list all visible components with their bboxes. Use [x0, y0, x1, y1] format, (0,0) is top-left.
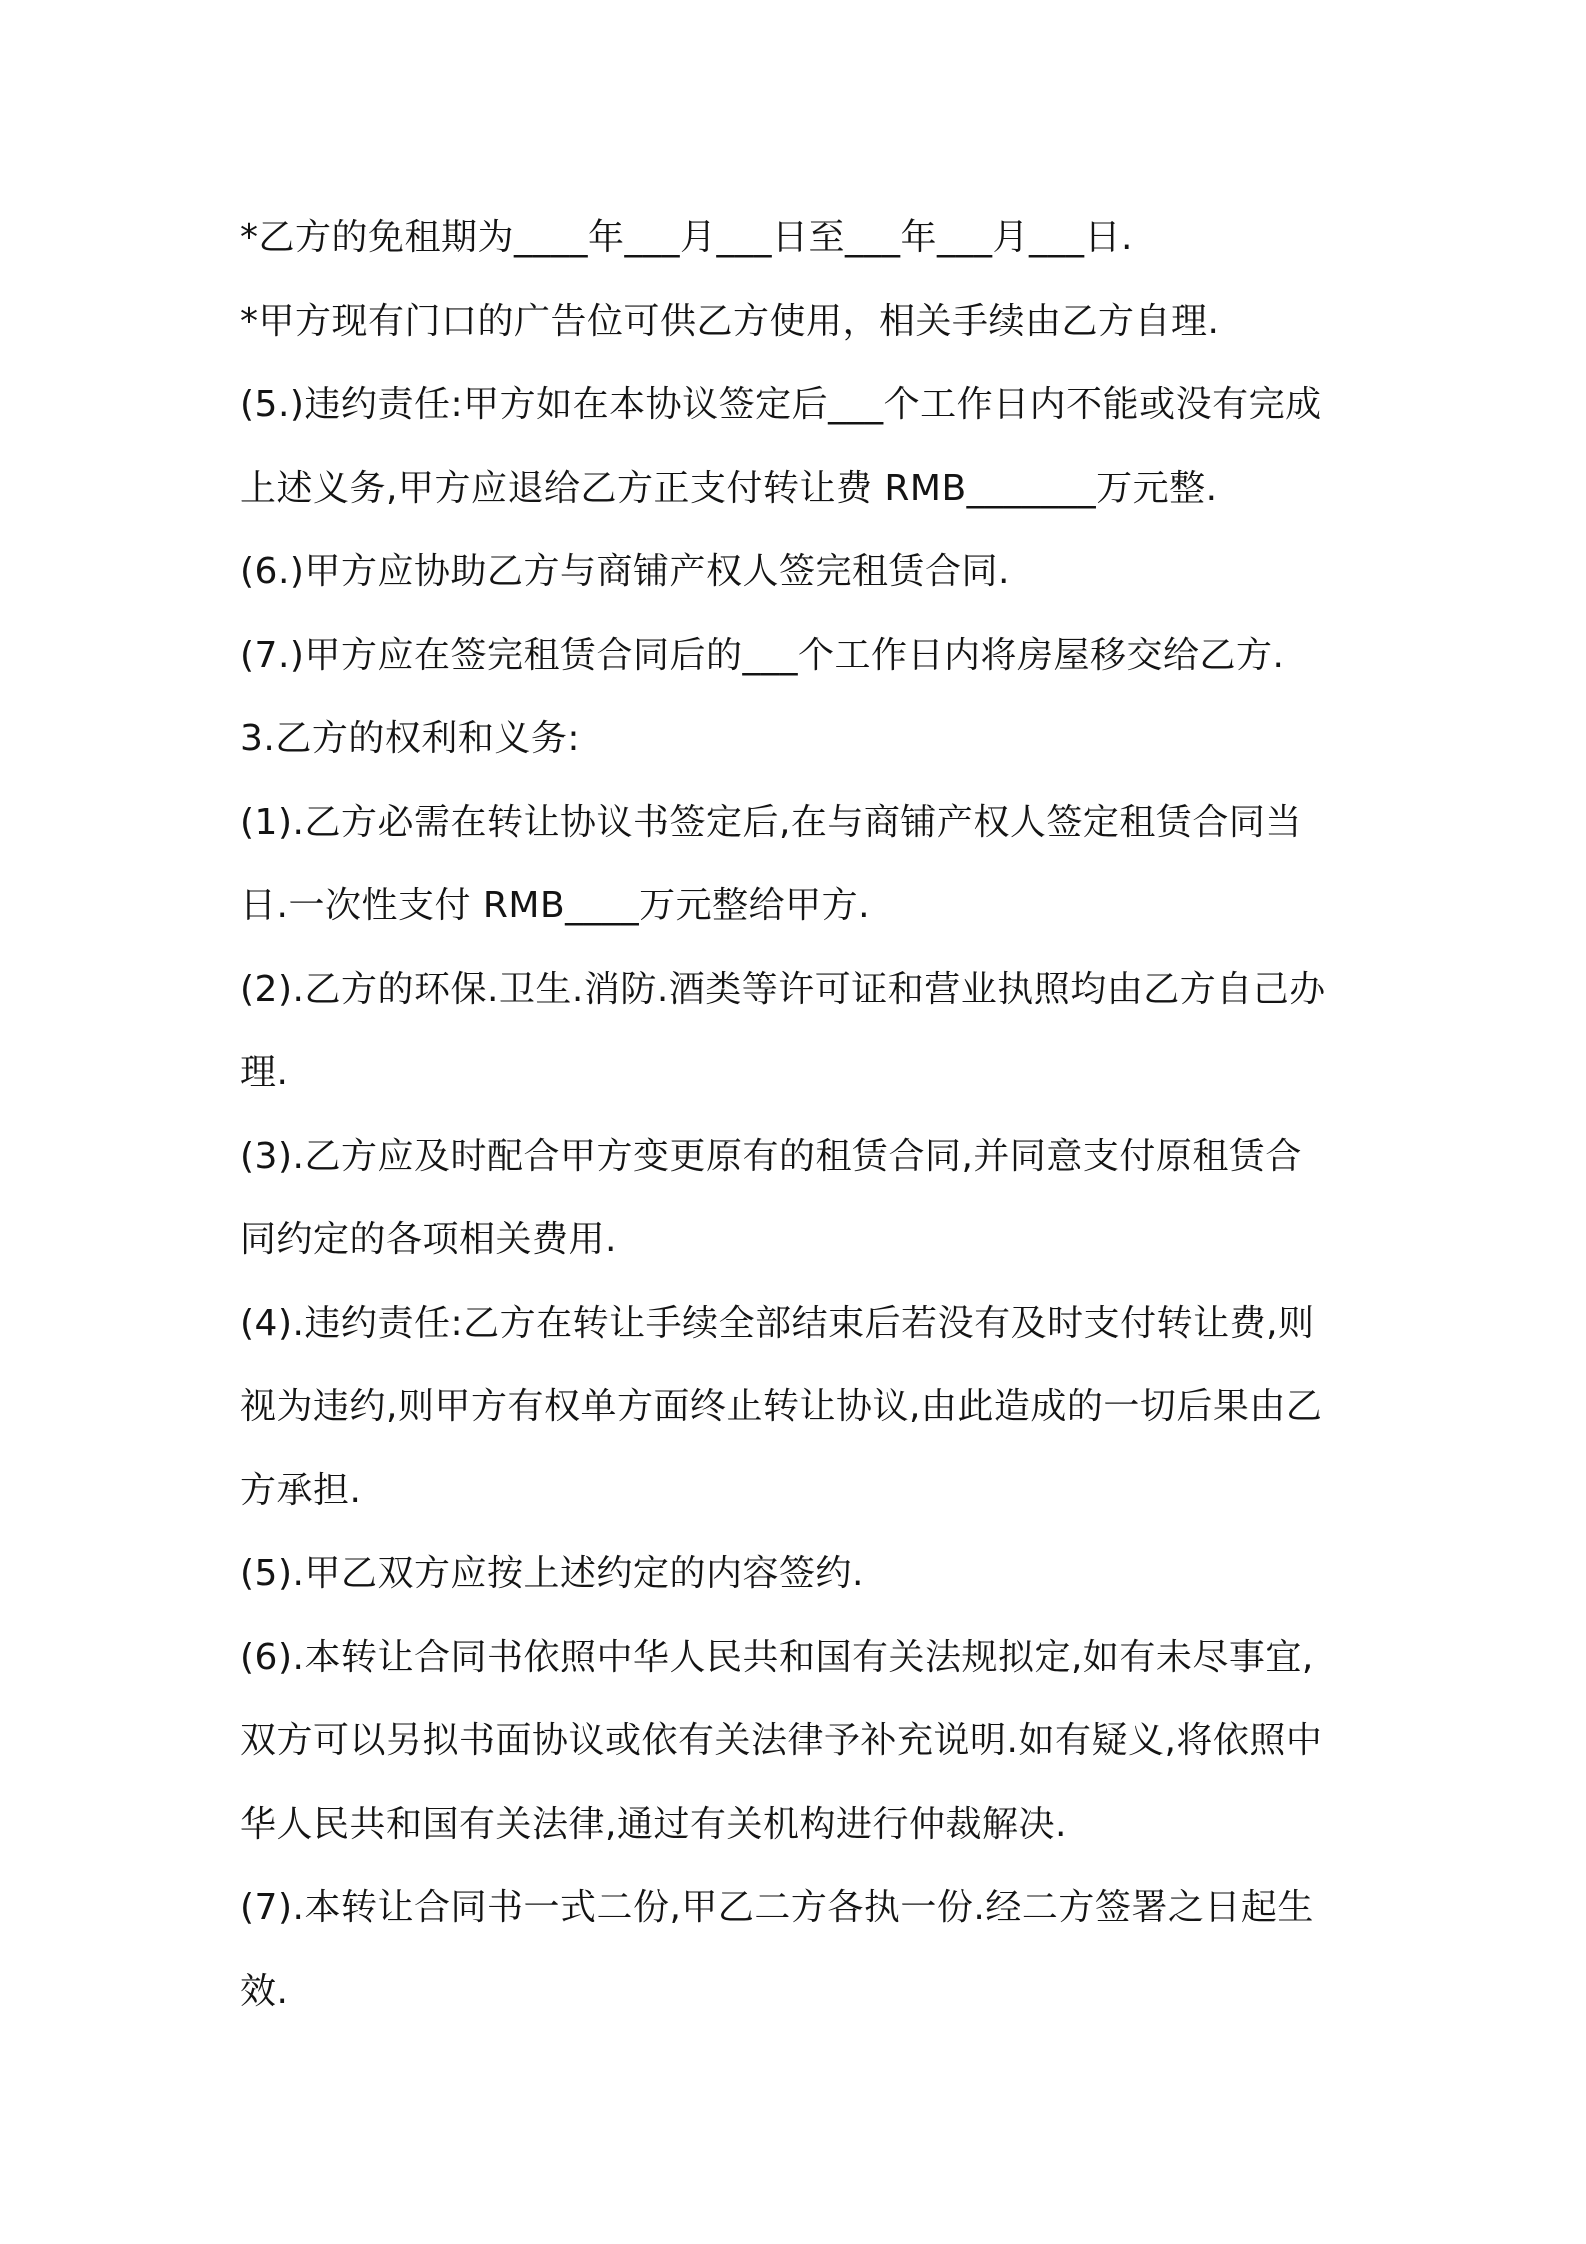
text-line-copies-end: 效.: [240, 1970, 289, 2012]
text-line-party-b-licenses: (2).乙方的环保.卫生.消防.酒类等许可证和营业执照均由乙方自己办: [240, 968, 1326, 1010]
text-line-party-b-payment-cont: 日.一次性支付 RMB____万元整给甲方.: [240, 885, 871, 926]
text-line-party-b-breach-cont: 视为违约,则甲方有权单方面终止转让协议,由此造成的一切后果由乙: [240, 1386, 1323, 1427]
text-line-party-b-cooperate: (3).乙方应及时配合甲方变更原有的租赁合同,并同意支付原租赁合: [240, 1135, 1302, 1177]
text-line-party-a-breach: (5.)违约责任:甲方如在本协议签定后___个工作日内不能或没有完成: [240, 384, 1322, 425]
text-line-legal-basis: (6).本转让合同书依照中华人民共和国有关法规拟定,如有未尽事宜,: [240, 1636, 1314, 1678]
text-line-party-b-licenses-cont: 理.: [240, 1052, 289, 1093]
text-line-party-a-breach-cont: 上述义务,甲方应退给乙方正支付转让费 RMB_______万元整.: [240, 467, 1218, 509]
text-line-party-b-breach: (4).违约责任:乙方在转让手续全部结束后若没有及时支付转让费,则: [240, 1302, 1315, 1344]
text-line-sign-agreement: (5).甲乙双方应按上述约定的内容签约.: [240, 1553, 864, 1594]
text-line-party-a-assist: (6.)甲方应协助乙方与商铺产权人签完租赁合同.: [240, 551, 1010, 592]
text-line-ad-space: *甲方现有门口的广告位可供乙方使用，相关手续由乙方自理.: [240, 300, 1220, 342]
text-line-party-b-cooperate-cont: 同约定的各项相关费用.: [240, 1219, 617, 1260]
text-line-party-b-payment: (1).乙方必需在转让协议书签定后,在与商铺产权人签定租赁合同当: [240, 801, 1302, 843]
section-heading-party-b: 3.乙方的权利和义务:: [240, 718, 580, 759]
text-line-party-a-handover: (7.)甲方应在签完租赁合同后的___个工作日内将房屋移交给乙方.: [240, 634, 1285, 676]
text-line-legal-basis-cont: 双方可以另拟书面协议或依有关法律予补充说明.如有疑义,将依照中: [240, 1720, 1323, 1761]
text-line-party-b-breach-end: 方承担.: [240, 1469, 362, 1511]
text-line-copies: (7).本转让合同书一式二份,甲乙二方各执一份.经二方签署之日起生: [240, 1887, 1314, 1928]
text-line-legal-basis-end: 华人民共和国有关法律,通过有关机构进行仲裁解决.: [240, 1803, 1067, 1845]
text-line-rent-free-period: *乙方的免租期为____年___月___日至___年___月___日.: [240, 217, 1133, 258]
document-body: [240, 196, 1370, 2033]
